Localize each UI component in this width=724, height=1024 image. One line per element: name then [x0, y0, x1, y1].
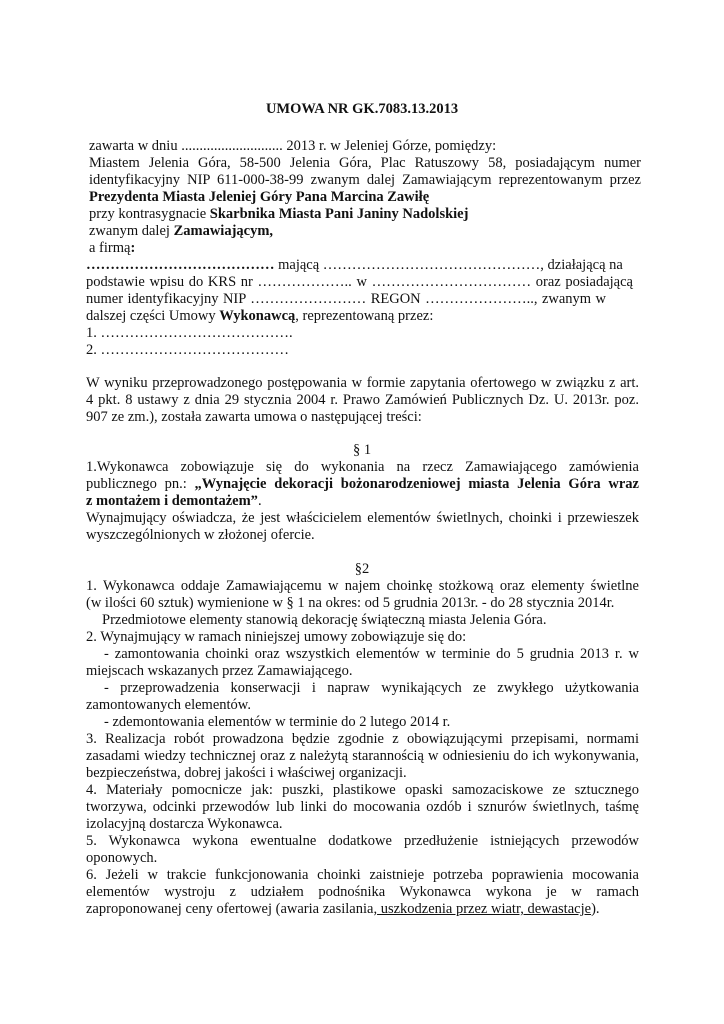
section-2-line: - zamontowania choinki oraz wszystkich elementów w terminie do 5 grudnia 2013 r. w: [104, 646, 639, 662]
intro-line: identyfikacyjny NIP 611-000-38-99 zwanym dalej Zamawiającym reprezentowanym przez: [89, 172, 641, 188]
intro-line: zwanym dalej Zamawiającym,: [89, 223, 274, 239]
contractor-line: numer identyfikacyjny NIP …………………… REGON ………………….., zwanym w: [86, 291, 606, 307]
representative-line: 1. ………………………………….: [86, 325, 293, 341]
treasurer-name: Skarbnika Miasta Pani Janiny Nadolskiej: [209, 206, 469, 222]
intro-line: przy kontrasygnacie Skarbnika Miasta Pani Janiny Nadolskiej: [89, 206, 469, 222]
damage-examples: uszkodzenia przez wiatr, dewastacje: [377, 901, 592, 917]
section-2-line: - zdemontowania elementów w terminie do 2 lutego 2014 r.: [104, 714, 451, 730]
section-1-line: 1.Wykonawca zobowiązuje się do wykonania na rzecz Zamawiającego zamówienia: [86, 459, 639, 475]
section-2-line: Przedmiotowe elementy stanowią dekorację świąteczną miasta Jelenia Góra.: [102, 612, 547, 628]
preamble-line: 4 pkt. 8 ustawy z dnia 29 stycznia 2004 r. Prawo Zamówień Publicznych Dz. U. 2013r. poz.: [86, 392, 639, 408]
section-2-heading: §2: [354, 561, 370, 577]
preamble-line: W wyniku przeprowadzonego postępowania w formie zapytania ofertowego w związku z art.: [86, 375, 639, 391]
mayor-name: Prezydenta Miasta Jeleniej Góry Pana Marcina Zawiłę: [89, 189, 430, 205]
section-2-line: 3. Realizacja robót prowadzona będzie zgodnie z obowiązującymi przepisami, normami: [86, 731, 639, 747]
section-2-line: zamontowanych elementów.: [86, 697, 251, 713]
section-1-heading: § 1: [352, 442, 372, 458]
section-2-line: zasadami wiedzy technicznej oraz z należytą starannością w odniesieniu do ich wykonywania,: [86, 748, 639, 764]
preamble-line: 907 ze zm.), została zawarta umowa o następującej treści:: [86, 409, 422, 425]
section-2-line: bezpieczeństwa, dobrej jakości i właściwej organizacji.: [86, 765, 407, 781]
contractor-line: ………………………………… mającą ………………………………………, działającą na: [86, 257, 623, 273]
contractor-line: dalszej części Umowy Wykonawcą, reprezentowaną przez:: [86, 308, 434, 324]
contractor-line: podstawie wpisu do KRS nr ……………….. w …………………………… oraz posiadającą: [86, 274, 633, 290]
section-2-line: 4. Materiały pomocnicze jak: puszki, plastikowe opaski samozaciskowe ze sztucznego: [86, 782, 639, 798]
intro-line: Miastem Jelenia Góra, 58-500 Jelenia Góra, Plac Ratuszowy 58, posiadającym numer: [89, 155, 641, 171]
section-1-line: publicznego pn.: „Wynajęcie dekoracji bożonarodzeniowej miasta Jelenia Góra wraz: [86, 476, 639, 492]
section-1-line: Wynajmujący oświadcza, że jest właścicielem elementów świetlnych, choinki i przewieszek: [86, 510, 639, 526]
section-2-line: zaproponowanej ceny ofertowej (awaria zasilania, uszkodzenia przez wiatr, dewastacje).: [86, 901, 600, 917]
section-2-line: 6. Jeżeli w trakcie funkcjonowania choinki zaistnieje potrzeba poprawienia mocowania: [86, 867, 639, 883]
section-2-line: - przeprowadzenia konserwacji i napraw wynikających ze zwykłego użytkowania: [104, 680, 639, 696]
section-2-line: izolacyjną dostarcza Wykonawca.: [86, 816, 283, 832]
document-title: UMOWA NR GK.7083.13.2013: [265, 101, 459, 117]
representative-line: 2. …………………………………: [86, 342, 289, 358]
section-1-line: wyszczególnionych w złożonej ofercie.: [86, 527, 315, 543]
section-2-line: elementów wystroju z udziałem podnośnika Wykonawca wykona je w ramach: [86, 884, 639, 900]
section-2-line: miejscach wskazanych przez Zamawiającego.: [86, 663, 353, 679]
section-2-line: oponowych.: [86, 850, 158, 866]
section-2-line: 2. Wynajmujący w ramach niniejszej umowy zobowiązuje się do:: [86, 629, 467, 645]
section-1-line: z montażem i demontażem”.: [86, 493, 262, 509]
section-2-line: tworzywa, odcinki przewodów lub linki do mocowania ozdób i sznurów świetlnych, taśmę: [86, 799, 639, 815]
contract-subject: „Wynajęcie dekoracji bożonarodzeniowej miasta Jelenia Góra wraz: [194, 476, 639, 492]
intro-line: zawarta w dniu ............................ 2013 r. w Jeleniej Górze, pomiędzy:: [89, 138, 497, 154]
section-2-line: 5. Wykonawca wykona ewentualne dodatkowe przedłużenie istniejących przewodów: [86, 833, 639, 849]
intro-line: a firmą:: [89, 240, 136, 256]
section-2-line: (w ilości 60 sztuk) wymienione w § 1 na okres: od 5 grudnia 2013r. - do 28 stycznia 2014r.: [86, 595, 615, 611]
section-2-line: 1. Wykonawca oddaje Zamawiającemu w najem choinkę stożkową oraz elementy świetlne: [86, 578, 639, 594]
